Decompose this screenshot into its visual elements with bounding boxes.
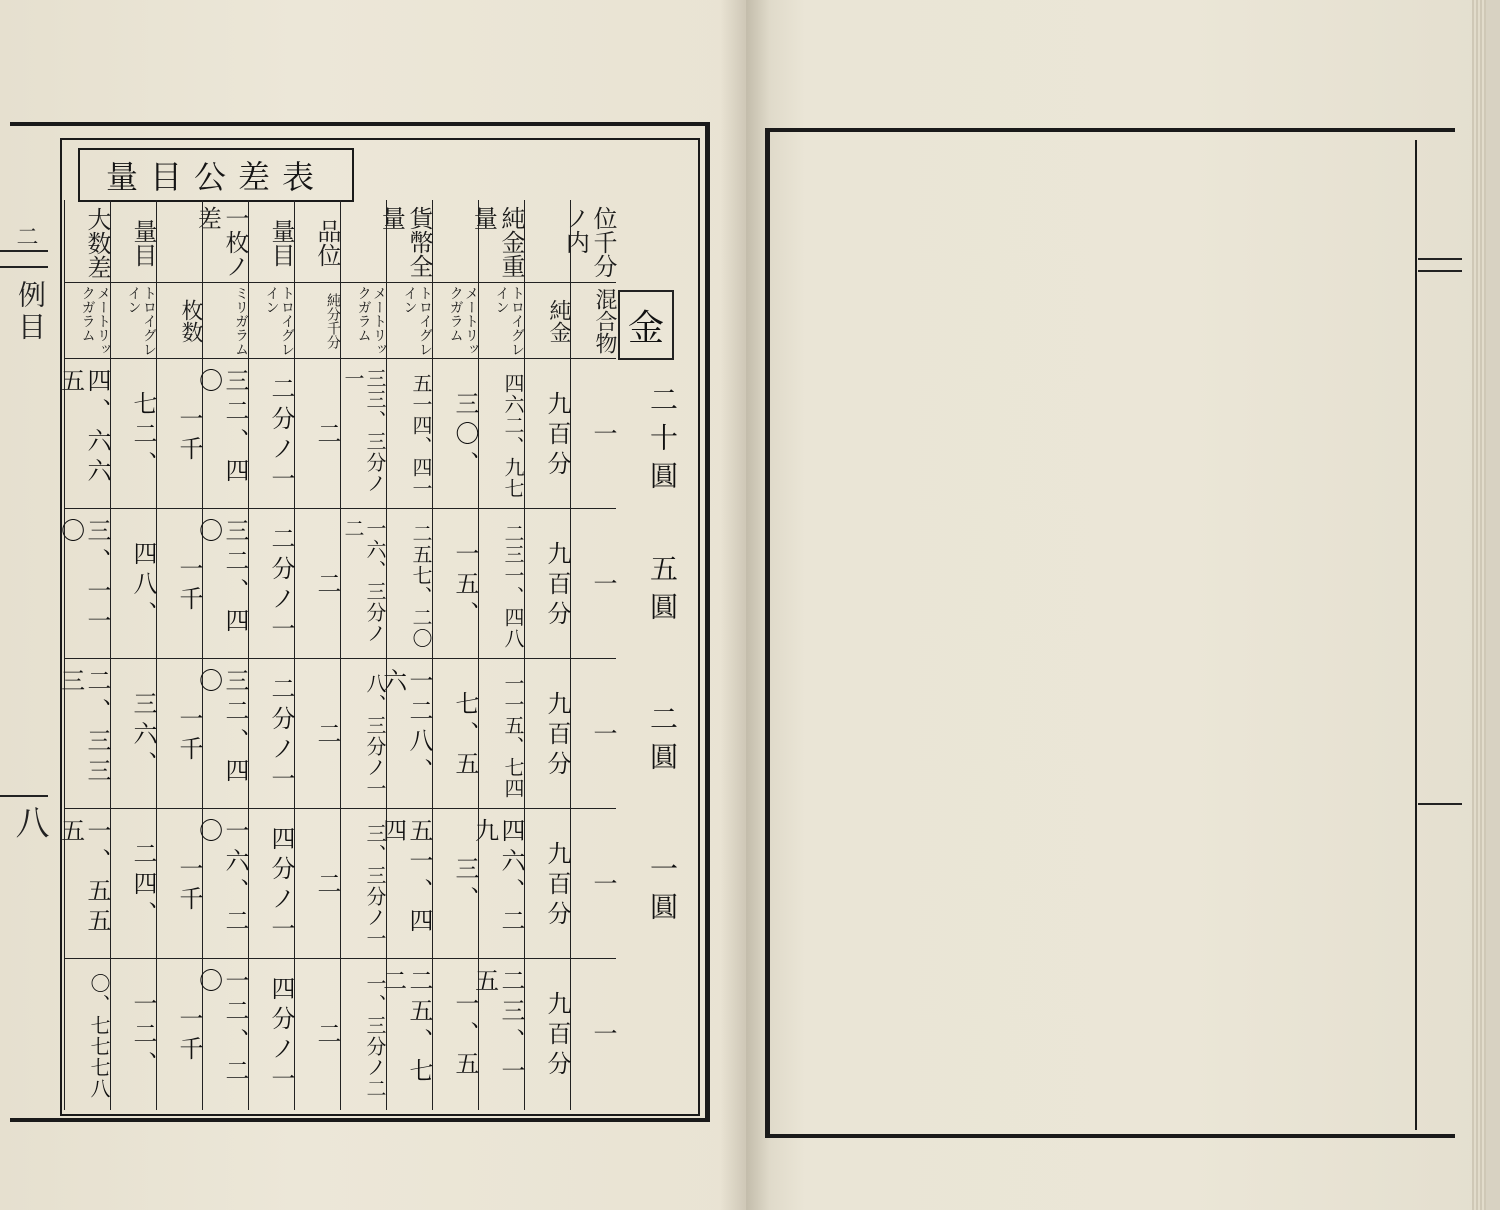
table-cell: 一千 — [175, 406, 203, 466]
table-cell: 三、 — [451, 856, 479, 916]
table-cell: 四六二、九七 — [501, 373, 525, 499]
table-cell: 七、五 — [451, 691, 479, 781]
table-cell: 一 — [589, 871, 617, 901]
table-column — [193, 200, 249, 1110]
column-unit: 純分千分 — [325, 293, 341, 349]
column-header — [341, 206, 386, 280]
table-cell: 一千 — [175, 1006, 203, 1066]
table-column — [340, 200, 386, 1110]
column-header: 量目 — [129, 219, 157, 267]
table-cell: 三三、三分ノ一 — [341, 368, 387, 494]
table-column — [56, 200, 111, 1110]
right-margin-rule-top — [1418, 258, 1462, 272]
table-cell: 一千 — [175, 556, 203, 616]
coin-denomination: 二圓 — [646, 704, 679, 780]
table-cell: 一五、 — [451, 541, 479, 631]
coin-denomination: 一圓 — [646, 854, 679, 930]
column-unit: 枚数 — [178, 299, 203, 343]
table-column — [432, 200, 478, 1110]
table-cell: 九百分 — [543, 841, 571, 931]
table-cell: 三、三分ノ一 — [363, 823, 387, 949]
table-cell: 二 — [313, 721, 341, 751]
table-cell: 四分ノ一 — [267, 976, 295, 1096]
table-row-divider — [64, 508, 616, 509]
table-column — [294, 200, 340, 1110]
table-column — [156, 200, 202, 1110]
column-unit: トロイグレイン — [263, 286, 295, 356]
column-unit: 混合物 — [592, 288, 617, 354]
column-unit: ミリガラム — [233, 286, 249, 356]
column-unit: メートリックガラム — [355, 286, 387, 356]
table-title: 量目公差表 — [78, 148, 354, 202]
column-unit: 純金 — [546, 299, 571, 343]
column-header — [525, 206, 570, 280]
table-cell: 七二、 — [129, 391, 157, 481]
table-cell: 四八、 — [129, 541, 157, 631]
table-cell: 三六、 — [129, 691, 157, 781]
table-cell: 八、三分ノ一 — [363, 673, 387, 799]
tolerance-table — [56, 200, 694, 1110]
column-unit: メートリックガラム — [79, 286, 111, 356]
table-cell: 一、五 — [451, 991, 479, 1081]
table-cell: 三二、四〇 — [194, 368, 249, 488]
book-gutter — [720, 0, 770, 1210]
table-cell: 二三、一五 — [470, 968, 525, 1088]
right-page-inner-rule — [770, 140, 1417, 1130]
column-unit: トロイグレイン — [401, 286, 433, 356]
column-unit: メートリックガラム — [447, 286, 479, 356]
table-cell: 一二八、六 — [378, 668, 433, 788]
table-cell: 二三一、四八 — [501, 523, 525, 649]
table-cell: 五一四、四一 — [409, 373, 433, 499]
table-cell: 九百分 — [543, 391, 571, 481]
table-cell: 三〇、 — [451, 391, 479, 481]
table-cell: 二 — [313, 1021, 341, 1051]
table-row-divider — [64, 658, 616, 659]
table-cell: 四、六六五 — [56, 368, 111, 488]
table-row-divider — [64, 282, 616, 283]
table-cell: 一二、二〇 — [194, 968, 249, 1088]
table-cell: 九百分 — [543, 991, 571, 1081]
table-cell: 一一五、七四 — [501, 673, 525, 799]
table-cell: 二 — [313, 871, 341, 901]
table-cell: 一六、三分ノ二 — [341, 518, 387, 644]
column-header — [433, 206, 478, 280]
table-cell: 二四、 — [129, 841, 157, 931]
table-cell: 一千 — [175, 856, 203, 916]
column-header: 貨幣全量 — [377, 206, 433, 278]
margin-section-title: 例目 — [14, 280, 47, 344]
column-header: 品位 — [313, 219, 341, 267]
table-cell: 九百分 — [543, 691, 571, 781]
table-column — [377, 200, 433, 1110]
right-margin-rule-bottom — [1418, 803, 1462, 805]
table-row-divider — [64, 958, 616, 959]
table-row-divider — [64, 358, 616, 359]
table-column — [248, 200, 294, 1110]
table-cell: 一 — [589, 721, 617, 751]
table-column — [469, 200, 525, 1110]
table-cell: 二五、七二 — [378, 968, 433, 1088]
page-edges — [1472, 0, 1486, 1210]
table-cell: 二、三三三 — [56, 668, 111, 788]
column-unit: トロイグレイン — [493, 286, 525, 356]
column-header: 位千分ノ内 — [561, 206, 617, 278]
table-cell: 三二、四〇 — [194, 518, 249, 638]
table-cell: 一千 — [175, 706, 203, 766]
column-header: 一枚ノ差 — [193, 206, 249, 278]
column-header: 大数差 — [83, 207, 111, 279]
table-cell: 一、五五五 — [56, 818, 111, 938]
table-column — [561, 200, 617, 1110]
folio-number: 八 — [9, 805, 49, 839]
table-column — [524, 200, 570, 1110]
table-cell: 二五七、二〇 — [409, 523, 433, 649]
table-cell: 二分ノ一 — [267, 376, 295, 496]
table-cell: 二分ノ一 — [267, 676, 295, 796]
margin-top-mark: 二 — [13, 225, 38, 251]
column-header: 量目 — [267, 219, 295, 267]
table-cell: 四六、二九 — [470, 818, 525, 938]
table-cell: 〇、七七七八 — [87, 973, 111, 1099]
table-column — [110, 200, 156, 1110]
column-header: 純金重量 — [469, 206, 525, 278]
table-cell: 三二、四〇 — [194, 668, 249, 788]
table-cell: 四分ノ一 — [267, 826, 295, 946]
margin-rule-bottom — [0, 795, 48, 805]
table-cell: 一二、 — [129, 991, 157, 1081]
coin-denomination: 二十圓 — [646, 385, 679, 499]
coin-header-gold: 金 — [618, 290, 674, 360]
coin-denomination: 五圓 — [646, 554, 679, 630]
table-row-divider — [64, 808, 616, 809]
table-cell: 一六、二〇 — [194, 818, 249, 938]
table-cell: 九百分 — [543, 541, 571, 631]
table-cell: 一 — [589, 421, 617, 451]
table-cell: 一 — [589, 571, 617, 601]
table-cell: 一 — [589, 1021, 617, 1051]
table-cell: 三、一一〇 — [56, 518, 111, 638]
table-cell: 一、三分ノ二 — [363, 973, 387, 1099]
table-cell: 五一、四四 — [378, 818, 433, 938]
column-unit: トロイグレイン — [125, 286, 157, 356]
column-header — [157, 206, 202, 280]
table-cell: 二分ノ一 — [267, 526, 295, 646]
margin-rule-top — [0, 250, 48, 268]
table-cell: 二 — [313, 571, 341, 601]
table-cell: 二 — [313, 421, 341, 451]
